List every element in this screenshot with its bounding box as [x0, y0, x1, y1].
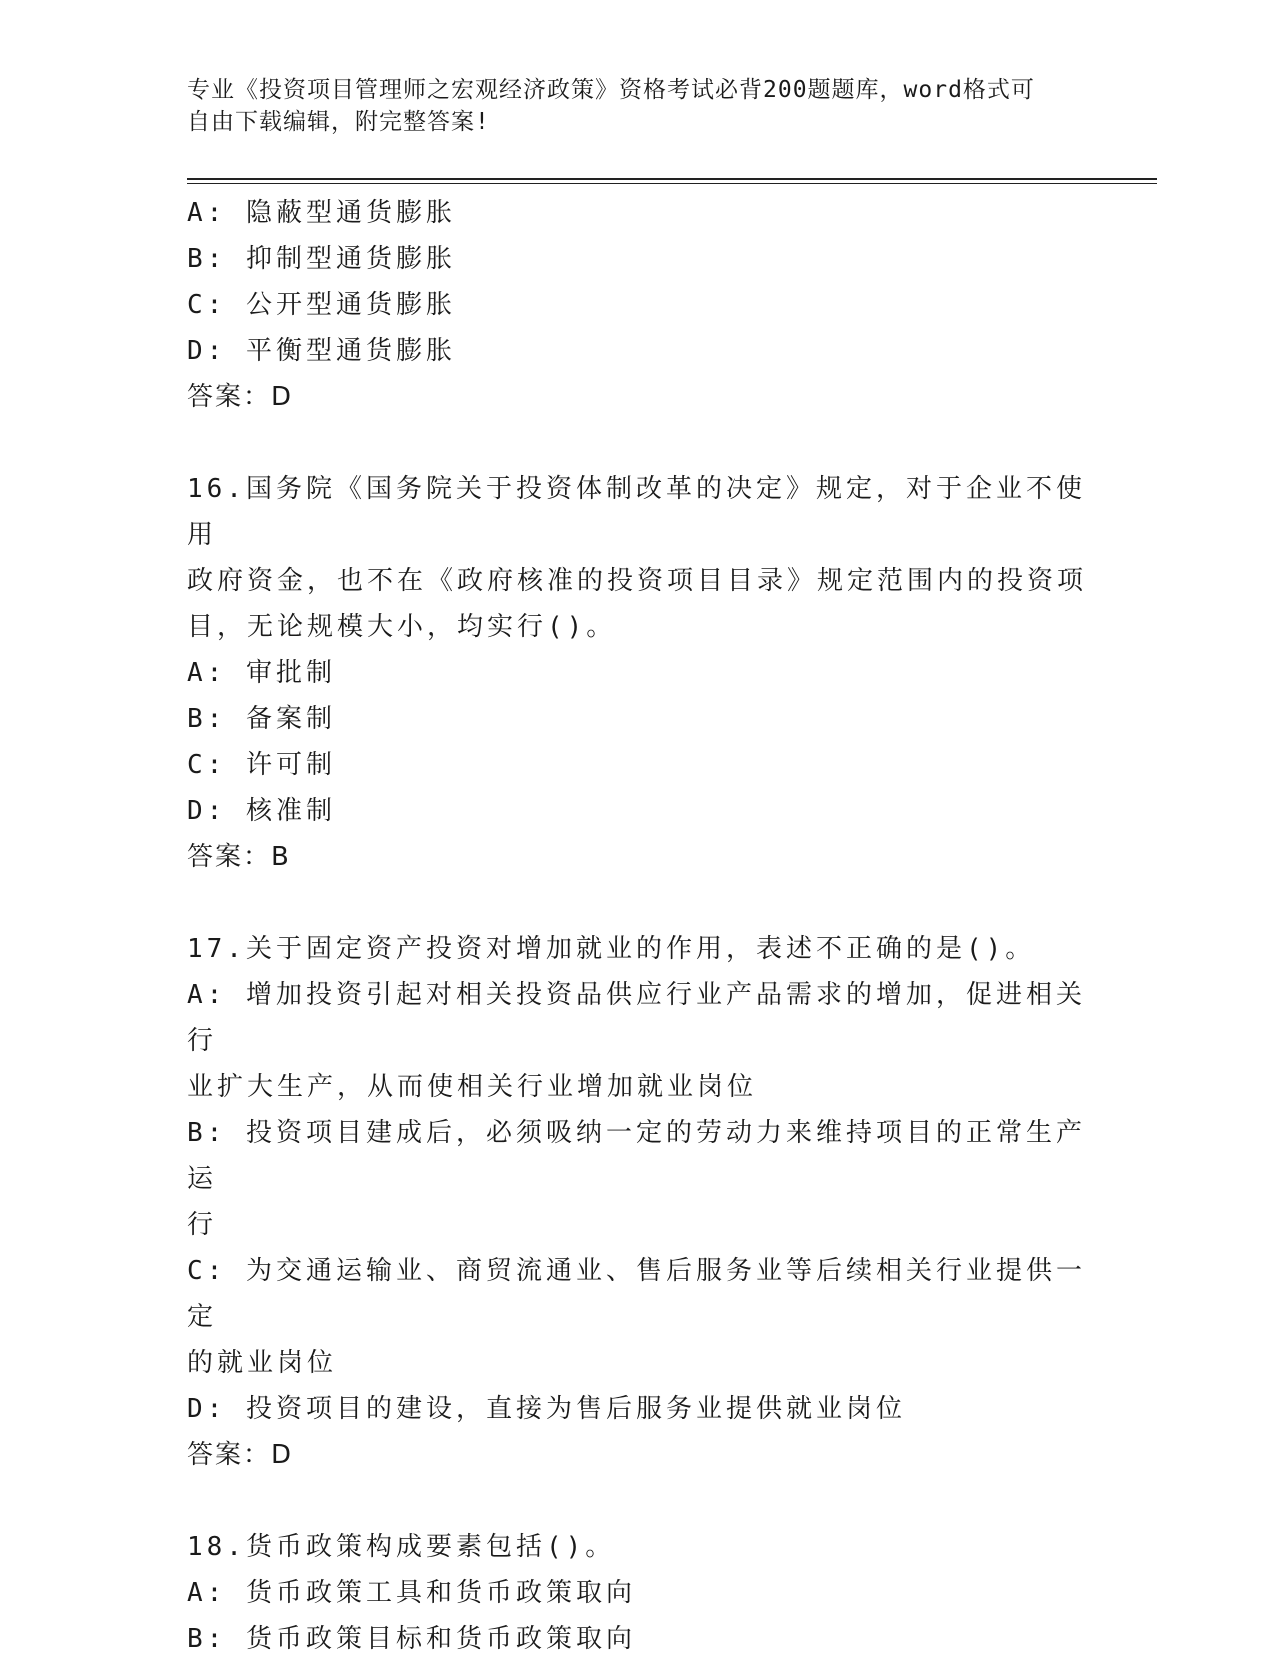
option-b: B: 货币政策目标和货币政策取向: [187, 1624, 636, 1654]
option-a: A: 增加投资引起对相关投资品供应行业产品需求的增加，促进相关行: [187, 980, 1086, 1056]
question-15: [187, 190, 1087, 420]
header-line-1: 专业《投资项目管理师之宏观经济政策》资格考试必背200题题库，word格式可: [187, 77, 1035, 103]
header-divider: [187, 178, 1157, 184]
option-a: A: 隐蔽型通货膨胀: [187, 198, 456, 228]
option-a: A: 货币政策工具和货币政策取向: [187, 1578, 636, 1608]
option-c: C: 许可制: [187, 750, 336, 780]
question-stem-line: 18.货币政策构成要素包括()。: [187, 1532, 616, 1562]
option-c-continued: 的就业岗位: [187, 1348, 338, 1378]
question-16: [187, 466, 1087, 880]
header-line-2: 自由下载编辑，附完整答案!: [187, 109, 490, 135]
option-c: C: 为交通运输业、商贸流通业、售后服务业等后续相关行业提供一定: [187, 1256, 1086, 1332]
question-stem-line: 17.关于固定资产投资对增加就业的作用，表述不正确的是()。: [187, 934, 1036, 964]
question-17: [187, 926, 1087, 1478]
question-stem-line: 政府资金，也不在《政府核准的投资项目目录》规定范围内的投资项: [187, 566, 1088, 596]
answer: 答案：D: [187, 382, 294, 412]
option-c: C: 公开型通货膨胀: [187, 290, 456, 320]
question-stem-line: 目，无论规模大小，均实行()。: [187, 612, 617, 642]
option-b: B: 抑制型通货膨胀: [187, 244, 456, 274]
option-b: B: 备案制: [187, 704, 336, 734]
option-a-continued: 业扩大生产，从而使相关行业增加就业岗位: [187, 1072, 758, 1102]
option-b-continued: 行: [187, 1210, 218, 1240]
question-18: [187, 1524, 1087, 1662]
option-b: B: 投资项目建成后，必须吸纳一定的劳动力来维持项目的正常生产运: [187, 1118, 1086, 1194]
option-d: D: 平衡型通货膨胀: [187, 336, 456, 366]
answer: 答案：D: [187, 1440, 294, 1470]
option-d: D: 投资项目的建设，直接为售后服务业提供就业岗位: [187, 1394, 906, 1424]
answer: 答案：B: [187, 842, 291, 872]
document-header: [187, 74, 1067, 138]
option-a: A: 审批制: [187, 658, 336, 688]
question-list: [187, 190, 1087, 1662]
question-stem-line: 16.国务院《国务院关于投资体制改革的决定》规定，对于企业不使用: [187, 474, 1086, 550]
option-d: D: 核准制: [187, 796, 336, 826]
